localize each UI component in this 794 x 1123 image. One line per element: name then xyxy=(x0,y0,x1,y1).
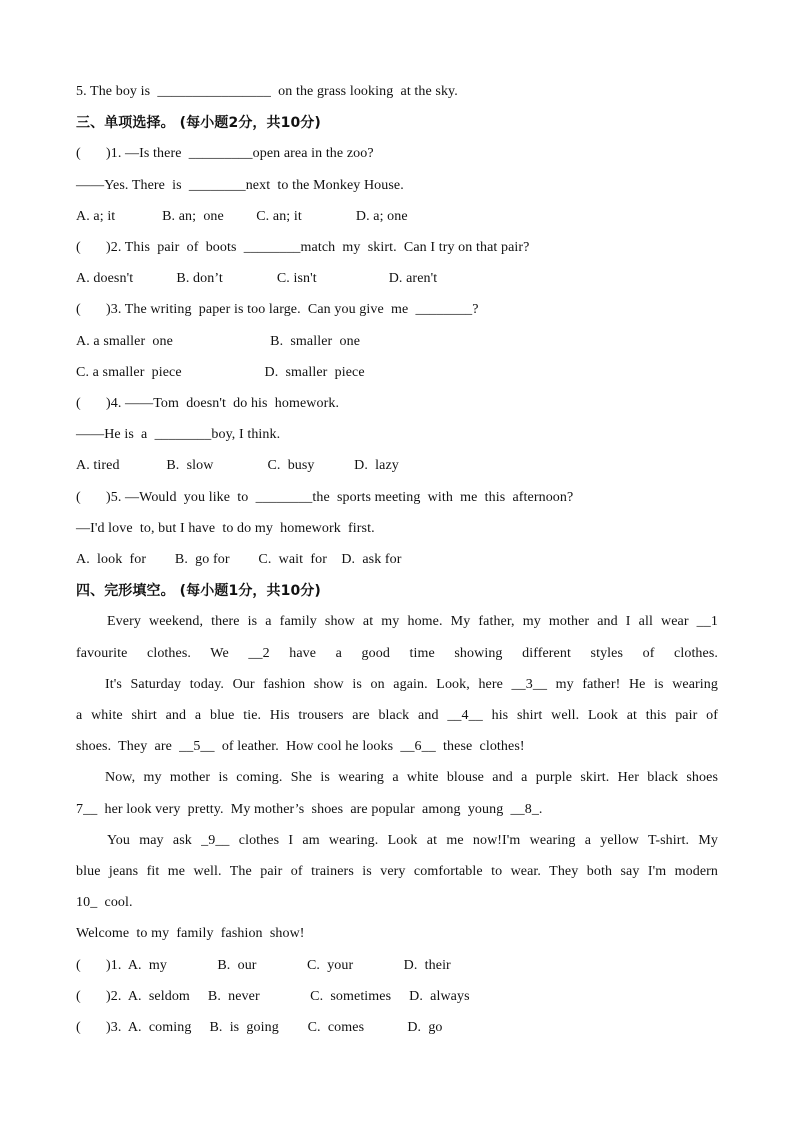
passage-line-5: shoes. They are __5__ of leather. How cool he looks __6__ these clothes! xyxy=(76,739,525,754)
question-3-prompt: ( )3. The writing paper is too large. Can you give me ________? xyxy=(76,302,479,317)
question-5-reply: —I'd love to, but I have to do my homework first. xyxy=(76,521,375,536)
question-1-options: A. a; it B. an; one C. an; it D. a; one xyxy=(76,209,408,224)
passage-line-6: Now, my mother is coming. She is wearing a white blouse and a purple skirt. Her black shoes xyxy=(105,770,718,785)
passage-line-9: blue jeans fit me well. The pair of trainers is very comfortable to wear. They both say I'm modern xyxy=(76,864,718,879)
question-4-prompt: ( )4. ——Tom doesn't do his homework. xyxy=(76,396,340,411)
passage-line-2: favourite clothes. We __2 have a good time showing different styles of clothes. xyxy=(76,646,718,661)
question-4-reply: ——He is a ________boy, I think. xyxy=(76,427,281,442)
fill-blank-item-5: 5. The boy is ________________ on the grass looking at the sky. xyxy=(76,84,458,99)
passage-line-10: 10_ cool. xyxy=(76,895,133,910)
section-three-heading: 三、单项选择。 (每小题2分，共10分) xyxy=(76,115,321,131)
question-5-prompt: ( )5. —Would you like to ________the sports meeting with me this afternoon? xyxy=(76,490,574,505)
question-5-options: A. look for B. go for C. wait for D. ask for xyxy=(76,552,402,567)
question-4-options: A. tired B. slow C. busy D. lazy xyxy=(76,458,399,473)
passage-line-8: You may ask _9__ clothes I am wearing. Look at me now!I'm wearing a yellow T-shirt. My xyxy=(107,833,718,848)
passage-closing: Welcome to my family fashion show! xyxy=(76,926,305,941)
passage-line-3: It's Saturday today. Our fashion show is on again. Look, here __3__ my father! He is wearing xyxy=(105,677,718,692)
question-3-options-cd: C. a smaller piece D. smaller piece xyxy=(76,365,365,380)
cloze-question-1: ( )1. A. my B. our C. your D. their xyxy=(76,958,451,973)
question-1-prompt: ( )1. —Is there _________open area in the zoo? xyxy=(76,146,374,161)
cloze-question-2: ( )2. A. seldom B. never C. sometimes D. always xyxy=(76,989,470,1004)
question-1-reply: ——Yes. There is ________next to the Monkey House. xyxy=(76,178,404,193)
question-2-options: A. doesn't B. don’t C. isn't D. aren't xyxy=(76,271,438,286)
passage-line-4: a white shirt and a blue tie. His trousers are black and __4__ his shirt well. Look at this pair of xyxy=(76,708,718,723)
passage-line-7: 7__ her look very pretty. My mother’s shoes are popular among young __8_. xyxy=(76,802,543,817)
question-2-prompt: ( )2. This pair of boots ________match my skirt. Can I try on that pair? xyxy=(76,240,530,255)
section-four-heading: 四、完形填空。 (每小题1分，共10分) xyxy=(76,583,321,599)
question-3-options-ab: A. a smaller one B. smaller one xyxy=(76,334,361,349)
passage-line-1: Every weekend, there is a family show at my home. My father, my mother and I all wear __1 xyxy=(107,614,718,629)
cloze-question-3: ( )3. A. coming B. is going C. comes D. go xyxy=(76,1020,443,1035)
